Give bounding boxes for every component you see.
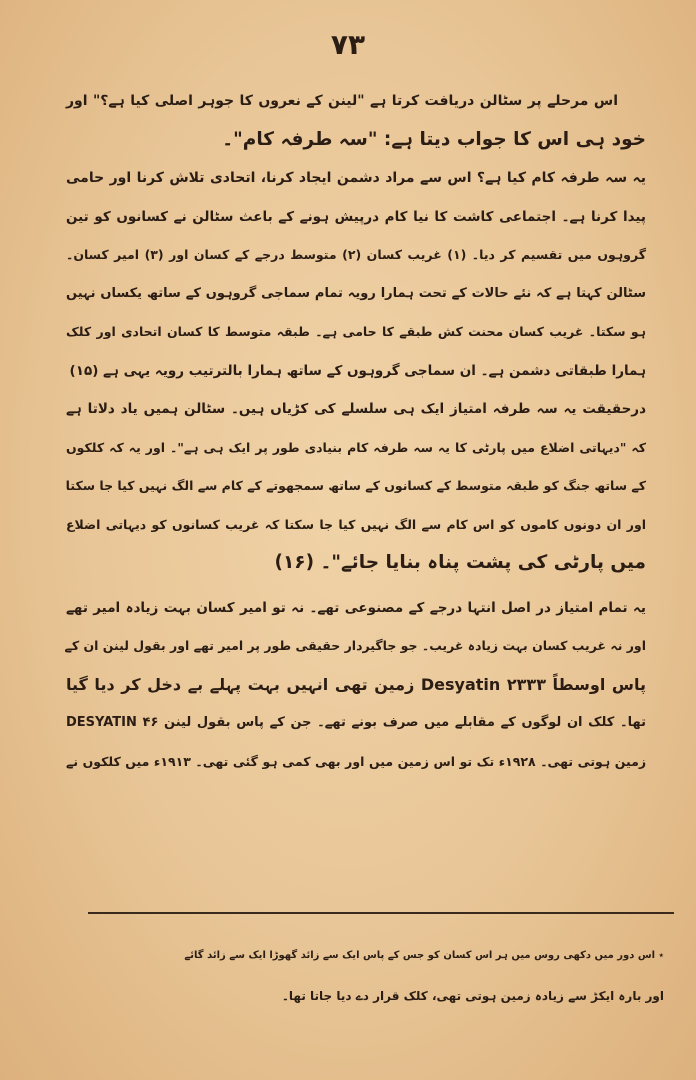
footnote — [184, 936, 664, 1016]
text-line: پاس اوسطاً ۲۳۳۳ Desyatin زمین تھی انہیں بہت پہلے بے دخل کر دیا گیا — [66, 674, 646, 694]
text-line: خود ہی اس کا جواب دیتا ہے: "سہ طرفہ کام"۔ — [222, 128, 646, 150]
text-line: یہ تمام امتیاز در اصل انتہا درجے کے مصنوعی تھے۔ نہ تو امیر کسان بہت زیادہ امیر تھے — [66, 599, 646, 616]
footnote-line: اور بارہ ایکڑ سے زیادہ زمین ہوتی تھی، کلک قرار دے دیا جاتا تھا۔ — [281, 989, 664, 1003]
text-line: سٹالن کہتا ہے کہ نئے حالات کے تحت ہمارا رویہ تمام سماجی گروہوں کے ساتھ یکساں نہیں — [66, 285, 646, 301]
text-line: ہو سکتا۔ غریب کسان محنت کش طبقے کا حامی ہے۔ طبقہ متوسط کا کسان اتحادی اور کلک — [66, 324, 646, 339]
text-line: اس مرحلے پر سٹالن دریافت کرتا ہے "لینن کے نعروں کا جوہر اصلی کیا ہے؟" اور — [66, 93, 618, 109]
text-line: زمین ہوتی تھی۔ ۱۹۲۸ء تک تو اس زمین میں اور بھی کمی ہو گئی تھی۔ ۱۹۱۳ء میں کلکوں نے — [66, 753, 647, 769]
text-line: پیدا کرنا ہے۔ اجتماعی کاشت کا نیا کام درپیش ہونے کے باعث سٹالن نے کسانوں کو تین — [66, 208, 646, 225]
footnote-divider — [88, 912, 674, 914]
paragraph-2 — [66, 159, 646, 390]
paragraph-4 — [66, 589, 646, 782]
paragraph-3 — [66, 390, 646, 583]
text-line: درحقیقت یہ سہ طرفہ امتیاز ایک ہی سلسلے کی کڑیاں ہیں۔ سٹالن ہمیں یاد دلاتا ہے — [66, 401, 646, 417]
text-line: گروہوں میں تقسیم کر دیا۔ (۱) غریب کسان (۲) متوسط درجے کے کسان اور (۳) امیر کسان۔ — [66, 247, 646, 262]
paragraph-1 — [66, 82, 646, 159]
text-line: میں پارٹی کی پشت پناہ بنایا جائے"۔ (۱۶) — [274, 552, 646, 573]
page-number: ۷۳ — [330, 28, 366, 61]
text-line: اور نہ غریب کسان بہت زیادہ غریب۔ جو جاگیردار حقیقی طور پر امیر تھے اور بقول لینن ان کے — [64, 638, 646, 653]
text-line: کہ "دیہاتی اضلاع میں پارٹی کا یہ سہ طرفہ کام بنیادی طور پر ایک ہی ہے"۔ اور یہ کہ کلکوں — [66, 439, 646, 455]
text-line: ہمارا طبقاتی دشمن ہے۔ ان سماجی گروہوں کے ساتھ ہمارا بالترتیب رویہ یہی ہے (۱۵) — [69, 362, 646, 379]
body-text — [66, 82, 646, 781]
footnote-line: ٭ اس دور میں دکھی روس میں ہر اس کسان کو جس کے پاس ایک سے زائد گھوڑا ایک سے زائد گائے — [184, 950, 664, 961]
text-line: یہ سہ طرفہ کام کیا ہے؟ اس سے مراد دشمن ایجاد کرنا، اتحادی تلاش کرنا اور حامی — [66, 170, 646, 186]
text-line: کے ساتھ جنگ کو طبقہ متوسط کے کسانوں کے ساتھ سمجھوتے کے کام سے الگ نہیں کیا جا سکتا — [65, 478, 646, 493]
text-line: اور ان دونوں کاموں کو اس کام سے الگ نہیں کیا جا سکتا کہ غریب کسانوں کو دیہاتی اضلاع — [66, 516, 646, 532]
text-line: تھا۔ کلک ان لوگوں کے مقابلے میں صرف بونے تھے۔ جن کے پاس بقول لینن DESYATIN ۴۶ — [66, 715, 646, 730]
